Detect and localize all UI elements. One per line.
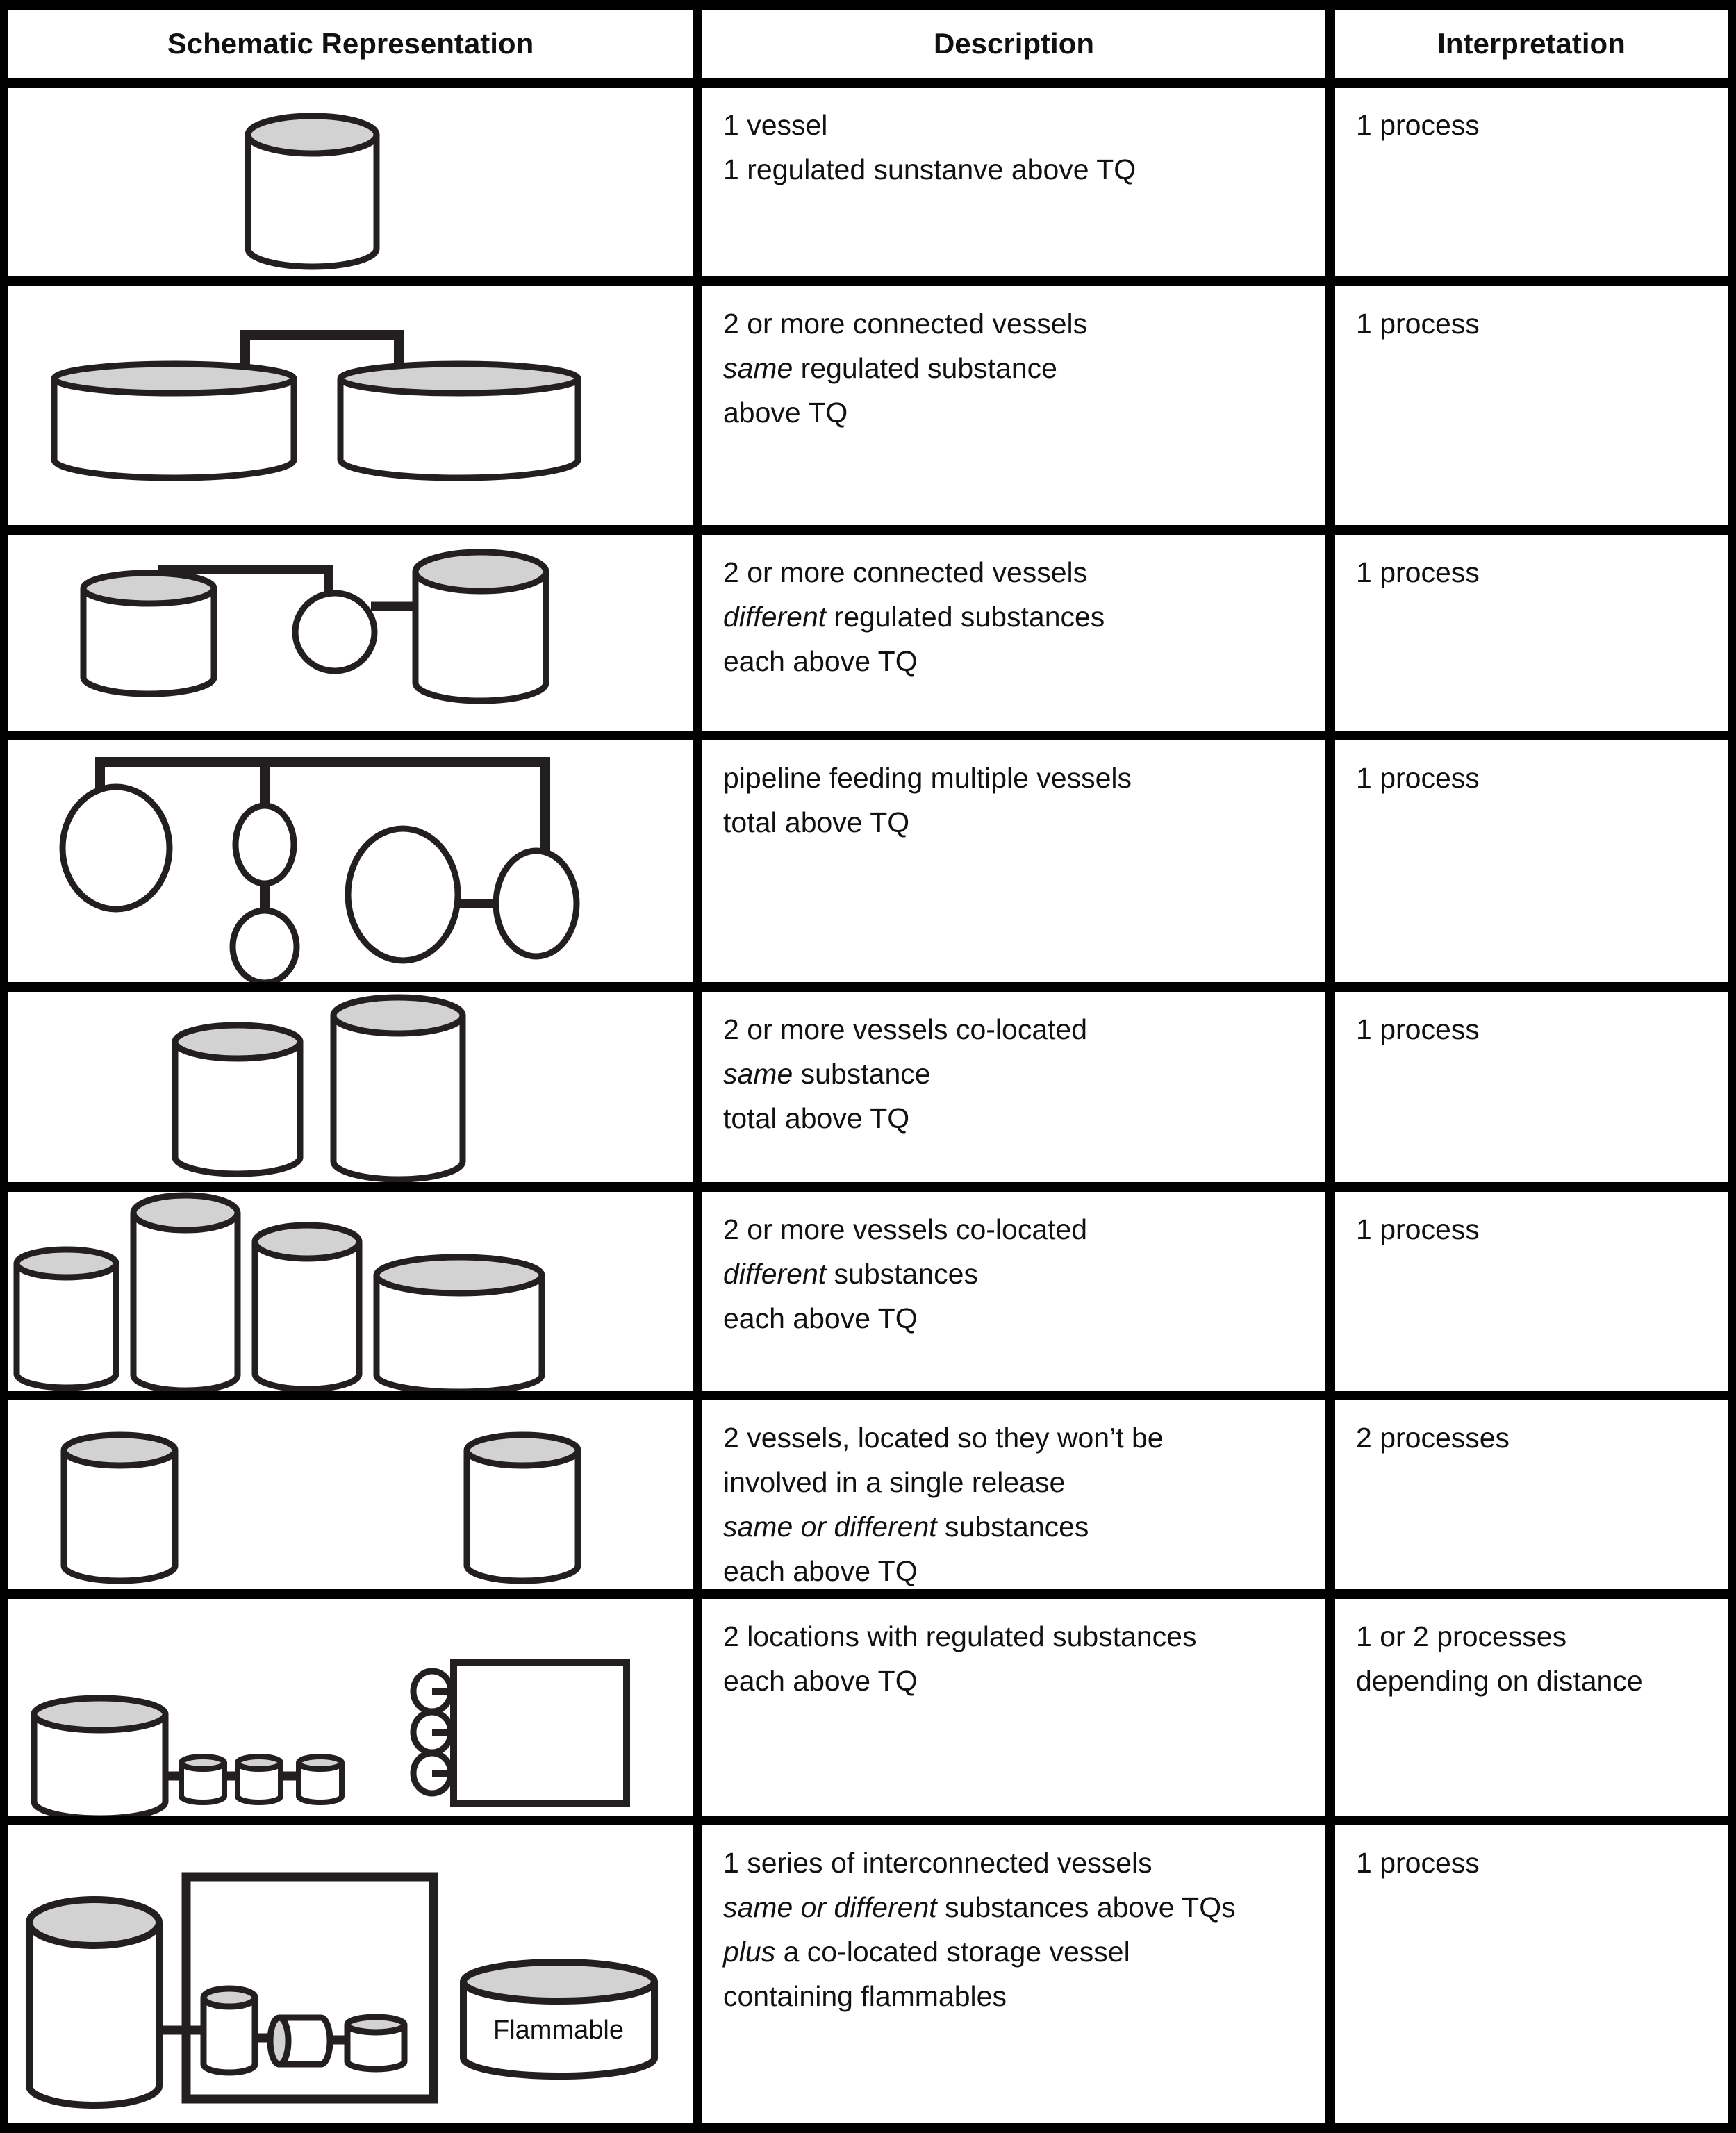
text-line (1356, 301, 1721, 346)
text-segment: containing flammables (723, 1980, 1007, 2012)
header-schematic-representation (8, 10, 693, 78)
text-segment: 2 or more connected vessels (723, 556, 1088, 588)
text-line (723, 301, 1318, 346)
text-line (1356, 1614, 1721, 1659)
description-cell (702, 1825, 1325, 2123)
separated-vessels-icon (8, 1400, 693, 1589)
vessel-cylinder (175, 1025, 300, 1174)
vessel-cylinder (181, 1757, 224, 1802)
text-line (723, 103, 1318, 147)
text-line (723, 1929, 1318, 1974)
text-segment: involved in a single release (723, 1466, 1066, 1498)
text-segment: 1 regulated sunstanve above TQ (723, 153, 1136, 185)
vessel-cylinder (299, 1757, 342, 1802)
vessel-sphere (348, 829, 458, 961)
schematic-cell (8, 740, 693, 982)
italic-text: plus (723, 1936, 776, 1968)
single-vessel-icon (8, 88, 693, 276)
text-segment: substances (826, 1258, 978, 1290)
description-cell (702, 88, 1325, 276)
vessel-cylinder (248, 116, 377, 267)
vessel-cylinder (467, 1435, 578, 1581)
horizontal-vessel-cylinder (270, 2018, 330, 2064)
vessel-sphere (63, 787, 170, 909)
interpretation-cell (1335, 1192, 1728, 1391)
header-label: Schematic Representation (167, 27, 534, 60)
header-description (702, 10, 1325, 78)
interpretation-cell (1335, 88, 1728, 276)
text-segment: each above TQ (723, 1665, 918, 1697)
italic-text: different (723, 1258, 827, 1290)
text-segment: substances above TQs (936, 1891, 1236, 1923)
vessel-cylinder (17, 1250, 116, 1388)
text-segment: pipeline feeding multiple vessels (723, 762, 1132, 794)
text-segment: 2 or more vessels co-located (723, 1013, 1088, 1045)
text-segment: above TQ (723, 397, 848, 429)
vessel-sphere (496, 851, 577, 956)
text-segment: substances (936, 1511, 1089, 1543)
interpretation-cell (1335, 740, 1728, 982)
text-line (723, 595, 1318, 639)
italic-text: same (723, 1058, 793, 1090)
schematic-cell (8, 1599, 693, 1816)
interpretation-cell (1335, 1400, 1728, 1589)
text-line (723, 1659, 1318, 1703)
vessel-cylinder (133, 1195, 238, 1391)
vessel-cylinder (64, 1435, 175, 1581)
italic-text: same or different (723, 1891, 937, 1923)
building-outline (454, 1663, 627, 1804)
text-segment: 2 or more vessels co-located (723, 1213, 1088, 1245)
flammable-label: Flammable (493, 2016, 624, 2045)
schematic-cell (8, 1400, 693, 1589)
vessel-cylinder (377, 1257, 542, 1391)
interpretation-cell (1335, 1825, 1728, 2123)
series-plus-flammable-icon (8, 1825, 693, 2123)
co-located-different-icon (8, 1192, 693, 1391)
italic-text: same (723, 352, 793, 384)
text-line (723, 550, 1318, 595)
text-line (723, 1614, 1318, 1659)
text-line (723, 1007, 1318, 1052)
text-line (723, 1096, 1318, 1140)
text-segment: 1 process (1356, 556, 1480, 588)
co-located-same-icon (8, 992, 693, 1182)
text-segment: 1 process (1356, 1847, 1480, 1879)
text-segment: regulated substances (826, 601, 1105, 633)
flammable-storage-vessel (463, 1962, 654, 2076)
text-line (723, 1504, 1318, 1549)
vessel-cylinder (347, 2017, 404, 2069)
schematic-cell (8, 992, 693, 1182)
description-cell (702, 1599, 1325, 1816)
text-line (1356, 1841, 1721, 1885)
text-line (723, 1252, 1318, 1296)
interpretation-cell (1335, 286, 1728, 525)
header-label: Interpretation (1437, 27, 1626, 60)
schematic-cell (8, 1825, 693, 2123)
text-segment: 1 process (1356, 762, 1480, 794)
vessel-cylinder (340, 364, 578, 478)
vessel-cylinder (34, 1698, 165, 1816)
text-line (723, 1885, 1318, 1929)
text-line (723, 1974, 1318, 2018)
text-segment: 1 series of interconnected vessels (723, 1847, 1152, 1879)
text-line (723, 1549, 1318, 1589)
text-line (723, 756, 1318, 800)
text-segment: 2 vessels, located so they won’t be (723, 1422, 1164, 1454)
text-line (1356, 1007, 1721, 1052)
text-line (1356, 550, 1721, 595)
description-cell (702, 286, 1325, 525)
text-segment: total above TQ (723, 1102, 910, 1134)
text-segment: regulated substance (793, 352, 1057, 384)
text-line (723, 1416, 1318, 1460)
vessel-cylinder (204, 1989, 255, 2073)
two-locations-icon (8, 1599, 693, 1816)
text-segment: 2 locations with regulated substances (723, 1620, 1197, 1652)
text-segment: each above TQ (723, 645, 918, 677)
schematic-cell (8, 1192, 693, 1391)
text-segment: 1 process (1356, 308, 1480, 340)
text-segment: 1 or 2 processes (1356, 1620, 1567, 1652)
text-line (723, 390, 1318, 435)
text-segment: 2 or more connected vessels (723, 308, 1088, 340)
header-label: Description (933, 27, 1095, 60)
interpretation-cell (1335, 992, 1728, 1182)
text-line (723, 147, 1318, 192)
description-cell (702, 1192, 1325, 1391)
text-line (723, 1841, 1318, 1885)
pipeline-multiple-vessels-icon (8, 740, 693, 982)
text-segment: total above TQ (723, 806, 910, 838)
schematic-cell (8, 286, 693, 525)
text-line (723, 1296, 1318, 1341)
text-line (723, 1052, 1318, 1096)
text-segment: 1 process (1356, 109, 1480, 141)
text-line (723, 346, 1318, 390)
text-line (723, 639, 1318, 683)
italic-text: different (723, 601, 827, 633)
text-segment: 1 process (1356, 1013, 1480, 1045)
vessel-cylinder (415, 552, 546, 701)
italic-text: same or different (723, 1511, 937, 1543)
text-segment: each above TQ (723, 1555, 918, 1587)
header-interpretation (1335, 10, 1728, 78)
text-segment: depending on distance (1356, 1665, 1643, 1697)
text-segment: each above TQ (723, 1302, 918, 1334)
connected-vessels-same-icon (8, 286, 693, 525)
vessel-cylinder (83, 573, 214, 694)
text-segment: 2 processes (1356, 1422, 1510, 1454)
vessel-cylinder (238, 1757, 281, 1802)
text-line (1356, 103, 1721, 147)
schematic-cell (8, 88, 693, 276)
vessel-sphere (295, 593, 374, 671)
text-segment: 1 process (1356, 1213, 1480, 1245)
text-line (723, 800, 1318, 845)
text-line (1356, 1416, 1721, 1460)
text-line (723, 1207, 1318, 1252)
schematic-cell (8, 535, 693, 731)
description-cell (702, 1400, 1325, 1589)
vessel-sphere (233, 911, 297, 982)
vessel-cylinder (255, 1225, 359, 1389)
interpretation-cell (1335, 535, 1728, 731)
vessel-sphere (235, 806, 294, 883)
text-line (1356, 1207, 1721, 1252)
description-cell (702, 992, 1325, 1182)
vessel-cylinder (29, 1900, 159, 2105)
text-segment: 1 vessel (723, 109, 828, 141)
description-cell (702, 535, 1325, 731)
vessel-cylinder (54, 364, 294, 478)
text-line (1356, 756, 1721, 800)
connected-vessels-different-icon (8, 535, 693, 731)
vessel-cylinder (333, 997, 463, 1179)
description-cell (702, 740, 1325, 982)
text-segment: substance (793, 1058, 931, 1090)
interpretation-cell (1335, 1599, 1728, 1816)
text-line (723, 1460, 1318, 1504)
text-line (1356, 1659, 1721, 1703)
text-segment: a co-located storage vessel (775, 1936, 1130, 1968)
